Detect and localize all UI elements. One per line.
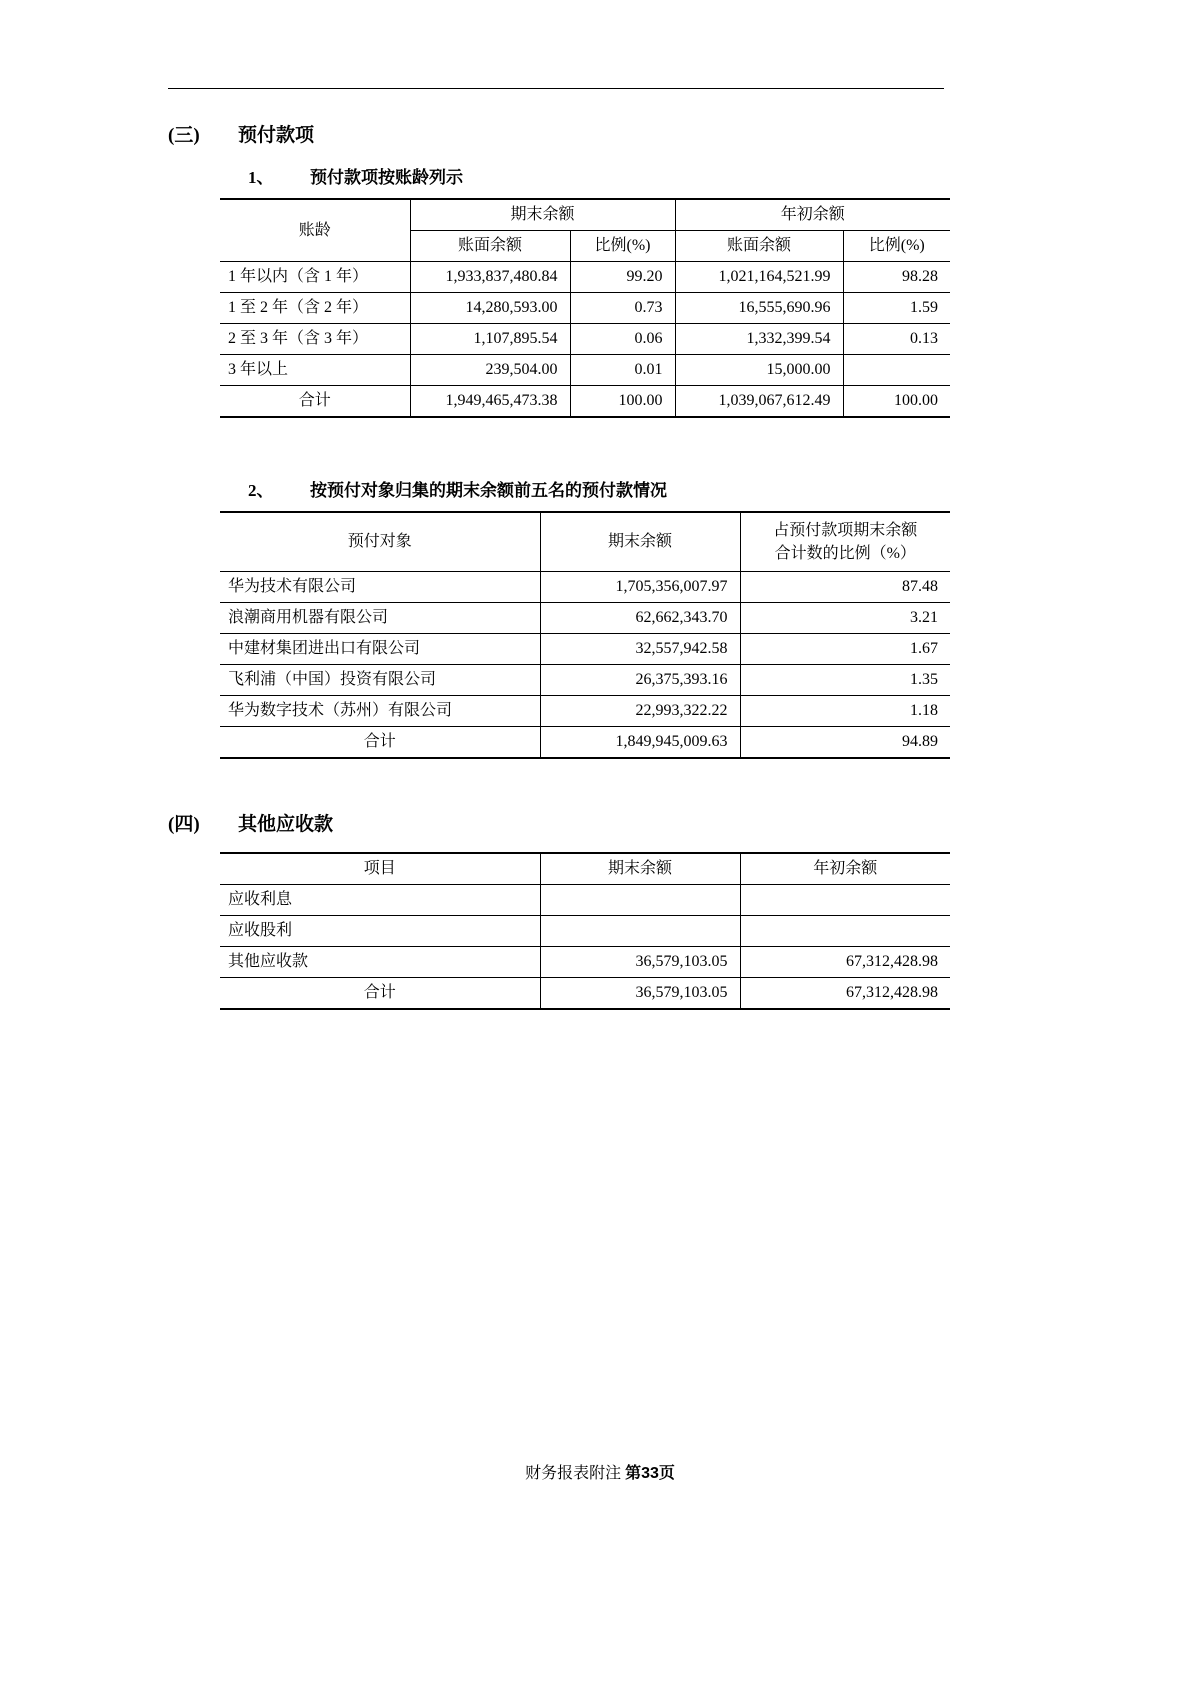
header-end-balance: 期末余额: [540, 853, 740, 885]
other-receivables-table-wrapper: [220, 852, 1200, 1010]
top5-total-end-balance: 1,849,945,009.63: [540, 727, 740, 759]
table-row: [220, 665, 950, 696]
subsection-3-2-number: 2、: [248, 481, 274, 500]
subheader-begin-pct: 比例(%): [843, 231, 950, 262]
table-row: [220, 572, 950, 603]
other-total-end-balance: 36,579,103.05: [540, 978, 740, 1010]
top5-end-balance: 1,705,356,007.97: [540, 572, 740, 603]
other-begin-balance: 67,312,428.98: [740, 947, 950, 978]
table-total-row: [220, 386, 950, 418]
aging-label: 3 年以上: [220, 355, 410, 386]
section-4-number: (四): [168, 814, 200, 836]
header-object: 预付对象: [220, 512, 540, 572]
top5-pct: 1.35: [740, 665, 950, 696]
aging-end-pct: 0.73: [570, 293, 675, 324]
top5-total-label: 合计: [220, 727, 540, 759]
top5-prepayment-table: [220, 511, 950, 759]
other-item: 应收股利: [220, 916, 540, 947]
subheader-end-book: 账面余额: [410, 231, 570, 262]
top5-pct: 1.67: [740, 634, 950, 665]
header-item: 项目: [220, 853, 540, 885]
aging-begin-amount: 15,000.00: [675, 355, 843, 386]
subsection-3-1-title: 预付款项按账龄列示: [310, 168, 463, 187]
other-total-begin-balance: 67,312,428.98: [740, 978, 950, 1010]
aging-end-amount: 14,280,593.00: [410, 293, 570, 324]
table-row: [220, 293, 950, 324]
aging-label: 1 年以内（含 1 年）: [220, 262, 410, 293]
top5-table-wrapper: [220, 511, 1200, 759]
aging-total-begin-pct: 100.00: [843, 386, 950, 418]
top5-object: 中建材集团进出口有限公司: [220, 634, 540, 665]
table-row: [220, 355, 950, 386]
table-row: [220, 885, 950, 916]
table-header-row: [220, 853, 950, 885]
header-aging: 账龄: [220, 199, 410, 262]
other-end-balance: [540, 916, 740, 947]
section-3-number: (三): [168, 125, 200, 146]
header-pct-of-total: [740, 512, 950, 572]
aging-end-amount: 1,933,837,480.84: [410, 262, 570, 293]
subsection-3-2-title: 按预付对象归集的期末余额前五名的预付款情况: [310, 481, 667, 500]
aging-end-amount: 1,107,895.54: [410, 324, 570, 355]
aging-begin-pct: 0.13: [843, 324, 950, 355]
section-3-title: 预付款项: [238, 125, 315, 146]
subheader-begin-book: 账面余额: [675, 231, 843, 262]
subsection-3-1-number: 1、: [248, 168, 274, 187]
aging-begin-pct: 1.59: [843, 293, 950, 324]
other-end-balance: [540, 885, 740, 916]
top5-total-pct: 94.89: [740, 727, 950, 759]
top5-end-balance: 26,375,393.16: [540, 665, 740, 696]
footer-text: 财务报表附注: [525, 1465, 622, 1482]
other-item: 其他应收款: [220, 947, 540, 978]
top5-end-balance: 32,557,942.58: [540, 634, 740, 665]
section-4-title: 其他应收款: [238, 814, 334, 836]
table-row: [220, 916, 950, 947]
table-row: [220, 324, 950, 355]
header-begin-balance: 年初余额: [740, 853, 950, 885]
table-total-row: [220, 978, 950, 1010]
aging-total-end-amount: 1,949,465,473.38: [410, 386, 570, 418]
table-row: [220, 262, 950, 293]
top5-pct: 87.48: [740, 572, 950, 603]
table-row: [220, 603, 950, 634]
aging-begin-amount: 1,332,399.54: [675, 324, 843, 355]
other-end-balance: 36,579,103.05: [540, 947, 740, 978]
header-pct-line1: 占预付款项期末余额: [773, 522, 918, 539]
table-row: [220, 634, 950, 665]
spacer: [0, 759, 1200, 809]
aging-end-amount: 239,504.00: [410, 355, 570, 386]
aging-label: 2 至 3 年（含 3 年）: [220, 324, 410, 355]
top5-pct: 1.18: [740, 696, 950, 727]
aging-begin-amount: 16,555,690.96: [675, 293, 843, 324]
top5-object: 浪潮商用机器有限公司: [220, 603, 540, 634]
header-begin-balance-group: 年初余额: [675, 199, 950, 231]
table-total-row: [220, 727, 950, 759]
aging-label: 1 至 2 年（含 2 年）: [220, 293, 410, 324]
top5-end-balance: 62,662,343.70: [540, 603, 740, 634]
aging-total-end-pct: 100.00: [570, 386, 675, 418]
other-total-label: 合计: [220, 978, 540, 1010]
footer-page-number: 第33页: [625, 1465, 675, 1482]
subsection-heading-3-2: [248, 476, 1200, 501]
aging-total-label: 合计: [220, 386, 410, 418]
other-receivables-table: [220, 852, 950, 1010]
aging-table-wrapper: [220, 198, 1200, 418]
aging-end-pct: 0.01: [570, 355, 675, 386]
table-row: [220, 947, 950, 978]
subheader-end-pct: 比例(%): [570, 231, 675, 262]
header-pct-line2: 合计数的比例（%）: [774, 545, 916, 563]
other-item: 应收利息: [220, 885, 540, 916]
aging-begin-pct: [843, 355, 950, 386]
other-begin-balance: [740, 916, 950, 947]
aging-begin-pct: 98.28: [843, 262, 950, 293]
aging-end-pct: 0.06: [570, 324, 675, 355]
aging-begin-amount: 1,021,164,521.99: [675, 262, 843, 293]
top5-object: 华为数字技术（苏州）有限公司: [220, 696, 540, 727]
table-header-row: [220, 199, 950, 231]
top5-pct: 3.21: [740, 603, 950, 634]
other-begin-balance: [740, 885, 950, 916]
table-row: [220, 696, 950, 727]
header-rule: [168, 88, 944, 89]
aging-total-begin-amount: 1,039,067,612.49: [675, 386, 843, 418]
section-heading-3: [168, 120, 1200, 147]
page-footer: [0, 1460, 1200, 1483]
spacer: [0, 418, 1200, 476]
top5-end-balance: 22,993,322.22: [540, 696, 740, 727]
page-content: [0, 120, 1200, 1010]
subsection-heading-3-1: [248, 163, 1200, 188]
prepayment-aging-table: [220, 198, 950, 418]
header-end-balance: 期末余额: [540, 512, 740, 572]
table-header-row: [220, 512, 950, 572]
section-heading-4: [168, 809, 1200, 836]
top5-object: 飞利浦（中国）投资有限公司: [220, 665, 540, 696]
aging-end-pct: 99.20: [570, 262, 675, 293]
header-end-balance-group: 期末余额: [410, 199, 675, 231]
top5-object: 华为技术有限公司: [220, 572, 540, 603]
